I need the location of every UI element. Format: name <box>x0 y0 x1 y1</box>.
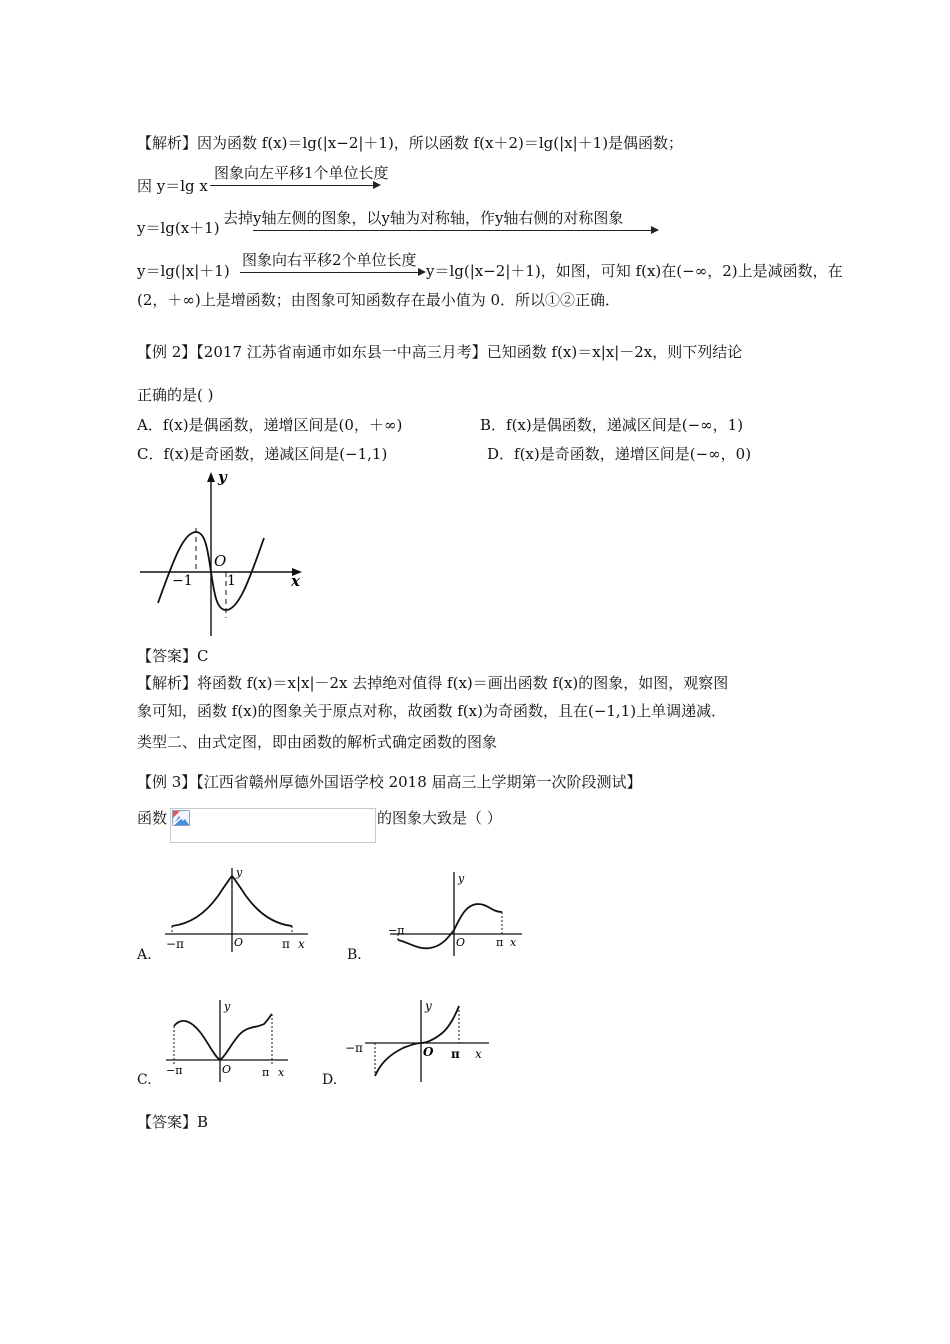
option-d: D．f(x)是奇函数，递增区间是(−∞，0) <box>487 445 752 463</box>
figure-c-label: C. <box>137 1072 152 1088</box>
broken-image-icon <box>172 810 190 826</box>
example-2-title: 【例 2】【2017 江苏省南通市如东县一中高三月考】已知函数 f(x)＝x|x|－2x，则下列结论 <box>137 343 743 361</box>
figure-c-graph <box>162 996 292 1086</box>
x-label: x <box>291 572 300 590</box>
example-3-function-suffix: 的图象大致是（ ） <box>377 809 502 827</box>
svg-text:x: x <box>510 936 517 949</box>
svg-text:y: y <box>236 866 243 879</box>
svg-text:O: O <box>222 1063 232 1076</box>
line-4-suffix: y＝lg(|x−2|＋1)，如图，可知 f(x)在(−∞，2)上是减函数，在 <box>426 262 843 280</box>
svg-text:−π: −π <box>388 924 405 937</box>
option-c: C．f(x)是奇函数，递减区间是(−1,1) <box>137 445 388 463</box>
svg-text:x: x <box>278 1066 285 1079</box>
option-a: A．f(x)是偶函数，递增区间是(0，＋∞) <box>137 416 403 434</box>
svg-text:π: π <box>451 1047 460 1061</box>
svg-text:−π: −π <box>166 1064 183 1077</box>
line-3-prefix: y＝lg(x＋1) <box>137 219 220 237</box>
svg-text:x: x <box>475 1047 482 1061</box>
arrow-1-label: 图象向左平移1个单位长度 <box>214 164 389 182</box>
origin-label: O <box>214 552 227 570</box>
figure-b-graph <box>386 868 526 958</box>
svg-text:y: y <box>224 1000 231 1013</box>
example-2-analysis-1: 【解析】将函数 f(x)＝x|x|－2x 去掉绝对值得 f(x)＝画出函数 f(x)的图象，如图，观察图 <box>137 674 729 692</box>
svg-text:O: O <box>423 1045 434 1059</box>
figure-d-graph <box>343 996 493 1086</box>
line-2-prefix: 因 y＝lg x <box>137 177 208 195</box>
line-4-prefix: y＝lg(|x|＋1) <box>137 262 230 280</box>
arrow-3 <box>240 247 430 277</box>
arrow-2-label: 去掉y轴左侧的图象，以y轴为对称轴，作y轴右侧的对称图象 <box>223 209 624 227</box>
option-b: B．f(x)是偶函数，递减区间是(−∞，1) <box>480 416 744 434</box>
example-3-function-prefix: 函数 <box>137 809 168 827</box>
function-graph-x-abs-x <box>136 468 311 638</box>
analysis-line-5: (2，＋∞)上是增函数；由图象可知函数存在最小值为 0．所以①②正确． <box>137 291 621 309</box>
example-3-title: 【例 3】【江西省赣州厚德外国语学校 2018 届高三上学期第一次阶段测试】 <box>137 773 642 791</box>
arrow-1 <box>210 160 389 190</box>
svg-text:π: π <box>282 937 290 951</box>
analysis-line-1: 【解析】因为函数 f(x)＝lg(|x−2|＋1)，所以函数 f(x＋2)＝lg(|x|＋1)是偶函数； <box>137 134 684 152</box>
svg-text:O: O <box>456 936 466 949</box>
tick-1: 1 <box>227 573 236 589</box>
figure-b-label: B. <box>347 947 362 963</box>
figure-a-label: A. <box>137 947 152 963</box>
formula-image-placeholder <box>170 808 376 843</box>
example-2-question: 正确的是( ) <box>137 386 214 404</box>
svg-text:y: y <box>425 999 432 1013</box>
figure-a-graph <box>160 864 310 954</box>
example-2-analysis-2: 象可知，函数 f(x)的图象关于原点对称，故函数 f(x)为奇函数，且在(−1,1)上单调递减． <box>137 702 727 720</box>
svg-text:y: y <box>458 872 465 885</box>
svg-text:−π: −π <box>345 1041 363 1055</box>
arrow-3-label: 图象向右平移2个单位长度 <box>242 251 417 269</box>
tick-minus-1: −1 <box>172 573 193 589</box>
y-label: y <box>218 468 227 486</box>
svg-text:π: π <box>262 1066 270 1079</box>
svg-text:x: x <box>298 937 305 951</box>
figure-d-label: D. <box>322 1072 338 1088</box>
svg-text:−π: −π <box>166 937 184 951</box>
example-2-answer: 【答案】C <box>137 647 209 665</box>
example-3-answer: 【答案】B <box>137 1113 209 1131</box>
svg-text:π: π <box>496 936 504 949</box>
arrow-2 <box>223 205 663 235</box>
svg-text:O: O <box>234 936 244 949</box>
type-2-heading: 类型二、由式定图，即由函数的解析式确定函数的图象 <box>137 733 498 751</box>
